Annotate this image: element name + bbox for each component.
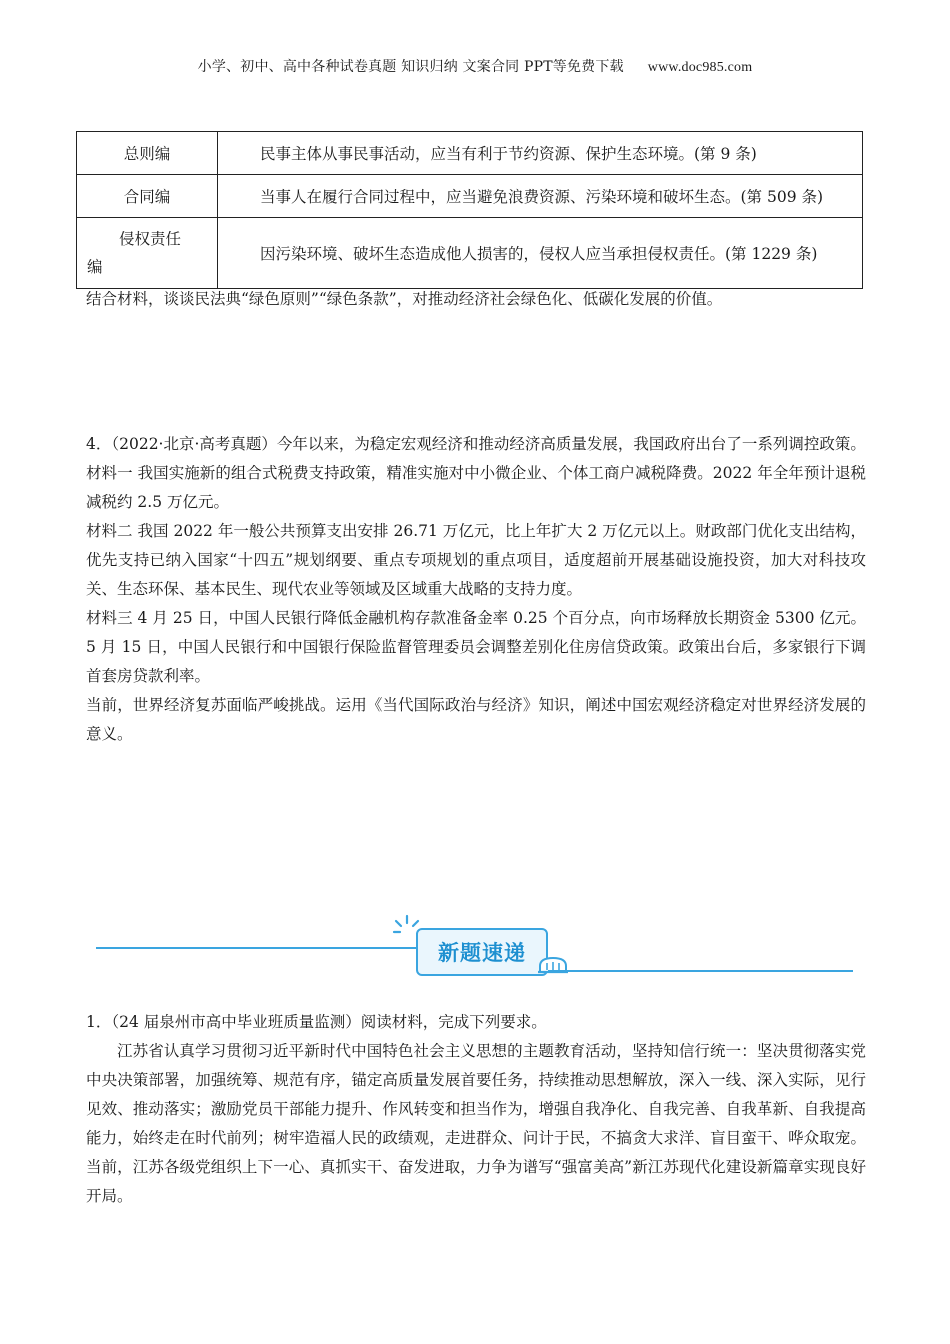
section-title-badge <box>416 928 548 976</box>
new-question-1-body: 江苏省认真学习贯彻习近平新时代中国特色社会主义思想的主题教育活动，坚持知信行统一：坚决贯彻落实党中央决策部署，加强统筹、规范有序，锚定高质量发展首要任务，持续推动思想解放，深入一线、深入实际，见行见效、推动落实；激励党员干部能力提升、作风转变和担当作为，增强自我净化、自我完善、自我革新、自我提高能力，始终走在时代前列；树牢造福人民的政绩观，走进群众、问计于民，不搞贪大求洋、盲目蛮干、哗众取宠。当前，江苏各级党组织上下一心、真抓实干、奋发进取，力争为谱写“强富美高”新江苏现代化建设新篇章实现良好开局。 <box>86 1042 866 1205</box>
table-cell-content: 当事人在履行合同过程中，应当避免浪费资源、污染环境和破坏生态。(第 509 条) <box>218 175 863 218</box>
q3-prompt: 结合材料，谈谈民法典“绿色原则”“绿色条款”，对推动经济社会绿色化、低碳化发展的价值。 <box>86 290 723 308</box>
table-cell-category: 总则编 <box>77 132 218 175</box>
header-site-link[interactable]: www.doc985.com <box>647 60 753 75</box>
table-row <box>77 218 863 289</box>
q3-prompt-block <box>86 285 866 314</box>
new-question-1-title: 1．（24 届泉州市高中毕业班质量监测）阅读材料，完成下列要求。 <box>86 1013 547 1031</box>
q4-question: 当前，世界经济复苏面临严峻挑战。运用《当代国际政治与经济》知识，阐述中国宏观经济稳定对世界经济发展的意义。 <box>86 696 866 743</box>
header-text: 小学、初中、高中各种试卷真题 知识归纳 文案合同 PPT等免费下载 <box>197 59 624 75</box>
category-line-2: 编 <box>87 258 103 276</box>
table-cell-category <box>77 218 218 289</box>
table-cell-content: 民事主体从事民事活动，应当有利于节约资源、保护生态环境。(第 9 条) <box>218 132 863 175</box>
section-title: 新题速递 <box>438 941 526 965</box>
table-row <box>77 175 863 218</box>
cap-icon <box>536 954 570 976</box>
table-cell-category: 合同编 <box>77 175 218 218</box>
civil-code-table <box>76 131 863 289</box>
table-cell-content: 因污染环境、破坏生态造成他人损害的，侵权人应当承担侵权责任。(第 1229 条) <box>218 218 863 289</box>
q4-material-1: 材料一 我国实施新的组合式税费支持政策，精准实施对中小微企业、个体工商户减税降费。2022 年全年预计退税减税约 2.5 万亿元。 <box>86 464 866 511</box>
q4-material-3: 材料三 4 月 25 日，中国人民银行降低金融机构存款准备金率 0.25 个百分点，向市场释放长期资金 5300 亿元。5 月 15 日，中国人民银行和中国银行保险监督管理委员会调整差别化住房信贷政策。政策出台后，多家银行下调首套房贷款利率。 <box>86 609 866 685</box>
new-question-1-block <box>86 1008 866 1211</box>
category-line-1: 侵权责任 <box>119 230 182 248</box>
table-row <box>77 132 863 175</box>
section-divider <box>0 910 950 980</box>
q4-material-2: 材料二 我国 2022 年一般公共预算支出安排 26.71 万亿元，比上年扩大 2 万亿元以上。财政部门优化支出结构，优先支持已纳入国家“十四五”规划纲要、重点专项规划的重点项目，适度超前开展基础设施投资，加大对科技攻关、生态环保、基本民生、现代农业等领域及区域重大战略的支持力度。 <box>86 522 866 598</box>
q4-intro: 4．（2022·北京·高考真题）今年以来，为稳定宏观经济和推动经济高质量发展，我国政府出台了一系列调控政策。 <box>86 435 866 453</box>
q4-block <box>86 430 866 749</box>
divider-line-left <box>96 947 418 949</box>
page-header <box>0 56 950 76</box>
divider-line-right <box>548 970 853 972</box>
